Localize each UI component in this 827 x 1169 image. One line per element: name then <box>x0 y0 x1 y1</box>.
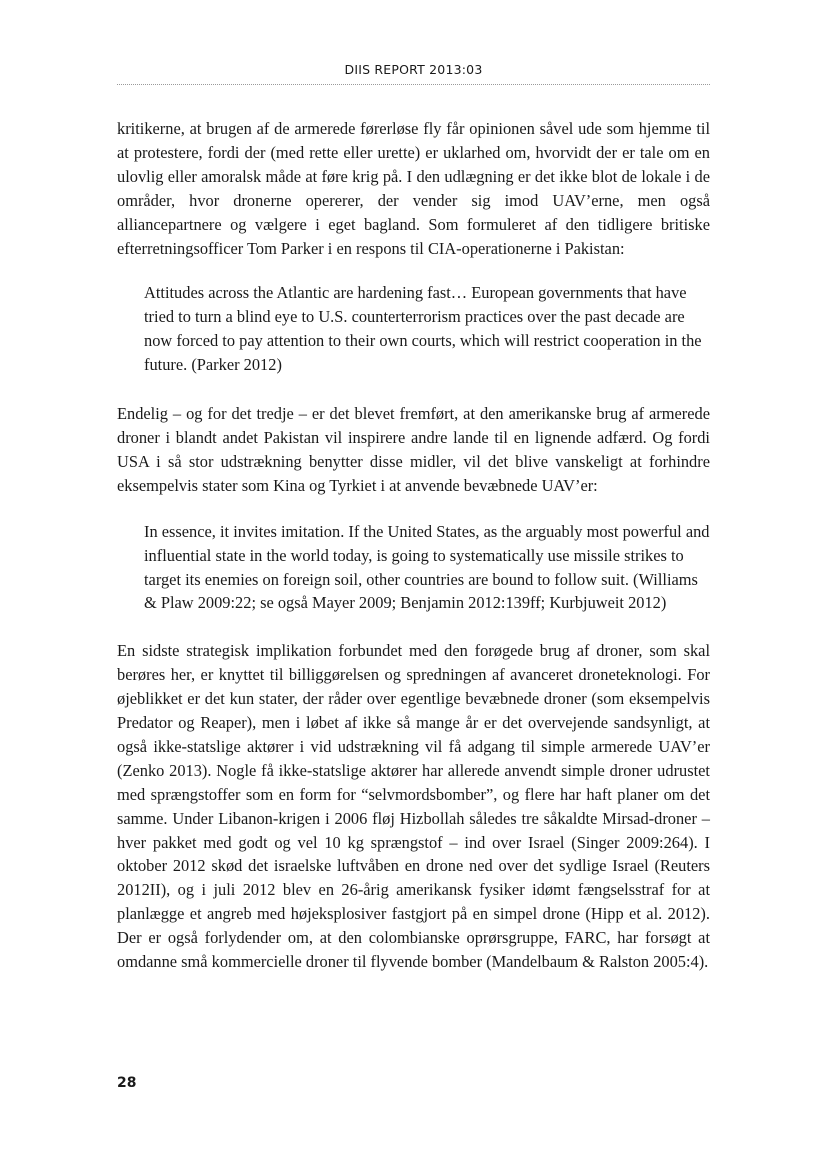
page-number: 28 <box>117 1075 137 1091</box>
running-header: DIIS REPORT 2013:03 <box>344 62 483 77</box>
paragraph: Endelig – og for det tredje – er det blevet fremført, at den amerikanske brug af armerede droner i blandt andet Pakistan vil inspirere andre lande til en lignende adfærd. Og fordi USA i så stor udstrækning benytter disse midler, vil det blive vanskeligt at forhindre eksempelvis stater som Kina og Tyrkiet i at anvende bevæbnede UAV’er: <box>117 404 710 495</box>
header-divider <box>117 84 710 85</box>
paragraph: En sidste strategisk implikation forbundet med den forøgede brug af droner, som skal berøres her, er knyttet til billiggørelsen og spredningen af avanceret droneteknologi. For øjeblikket er det kun stater, der råder over egentlige bevæbnede droner (som eksempelvis Predator og Reaper), men i løbet af ikke så mange år er det overvejende sandsynligt, at også ikke-statslige aktører i vid udstrækning vil få adgang til simple armerede UAV’er (Zenko 2013). Nogle få ikke-statslige aktører har allerede anvendt simple droner udrustet med sprængstoffer som en form for “selvmordsbomber”, og flere har haft planer om det samme. Under Libanon-krigen i 2006 fløj Hizbollah således tre såkaldte Mirsad-droner – hver pakket med godt og vel 10 kg sprængstof – ind over Israel (Singer 2009:264). I oktober 2012 skød det israelske luftvåben en drone ned over det sydlige Israel (Reuters 2012II), og i juli 2012 blev en 26-årig amerikansk fysiker idømt fængselsstraf for at planlægge et angreb med højeksplosiver fastgjort på en simpel drone (Hipp et al. 2012). Der er også forlydender om, at den colombianske oprørsgruppe, FARC, har forsøgt at omdanne små kommercielle droner til flyvende bomber (Mandelbaum & Ralston 2005:4). <box>117 641 710 972</box>
block-quote: Attitudes across the Atlantic are hardening fast… European governments that have tried to turn a blind eye to U.S. counterterrorism practices over the past decade are now forced to pay attention to their own courts, which will restrict cooperation in the future. (Parker 2012) <box>144 283 702 375</box>
body-text <box>117 117 710 974</box>
block-quote: In essence, it invites imitation. If the United States, as the arguably most powerful and influential state in the world today, is going to systematically use missile strikes to target its enemies on foreign soil, other countries are bound to follow suit. (Williams & Plaw 2009:22; se også Mayer 2009; Benjamin 2012:139ff; Kurbjuweit 2012) <box>144 521 710 613</box>
paragraph: kritikerne, at brugen af de armerede førerløse fly får opinionen såvel ude som hjemme til at protestere, fordi der (med rette eller urette) er uklarhed om, hvorvidt der er tale om en ulovlig eller amoralsk måde at føre krig på. I den udlægning er det ikke blot de lokale i de områder, hvor dronerne opererer, der vender sig imod UAV’erne, men også alliancepartnere og vælgere i eget bagland. Som formuleret af den tidligere britiske efterretningsofficer Tom Parker i en respons til CIA-operationerne i Pakistan: <box>117 119 710 258</box>
